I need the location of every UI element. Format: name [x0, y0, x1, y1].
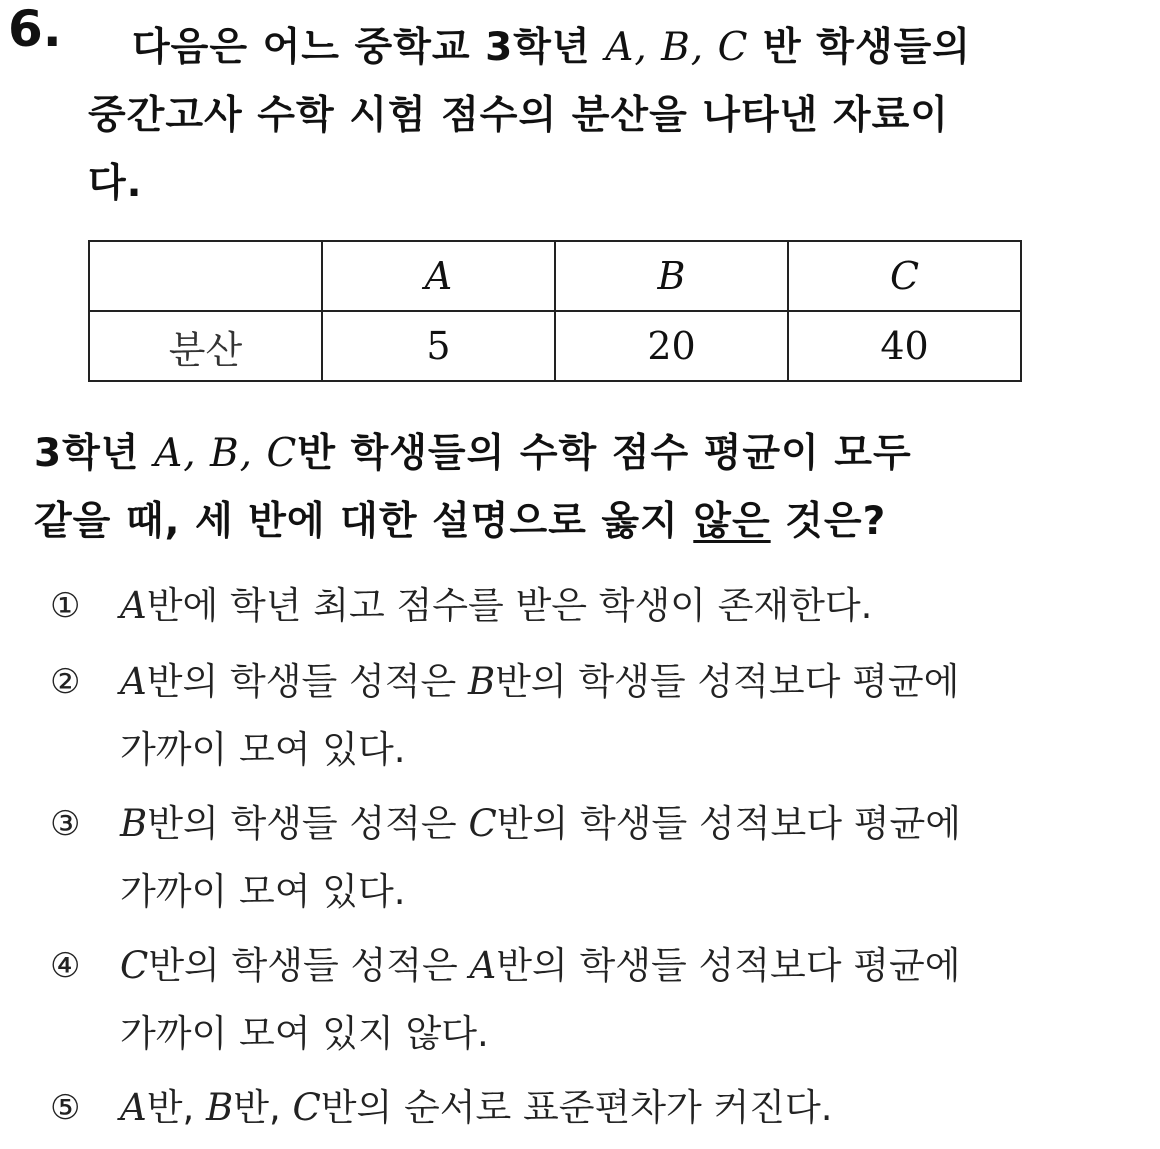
choice-text-part: 가까이 모여 있다.: [120, 870, 406, 913]
answer-choice-1[interactable]: [50, 572, 1120, 640]
answer-choice-3[interactable]: [50, 790, 1120, 926]
answer-choice-5[interactable]: [50, 1074, 1120, 1142]
choice-marker: ②: [50, 662, 81, 702]
choice-text: [120, 1074, 1120, 1142]
table-row: [89, 311, 1021, 381]
choice-text-part: 반,: [233, 1086, 293, 1129]
stem-line-1: [88, 14, 1118, 82]
condition-class-names: A, B, C: [154, 431, 298, 476]
choice-marker: ③: [50, 804, 81, 844]
class-name: A: [120, 1086, 147, 1129]
stem-text: 다음은 어느 중학교 3학년: [132, 25, 606, 70]
answer-choices: [50, 572, 1120, 1142]
answer-choice-2[interactable]: [50, 648, 1120, 784]
table-header-cell-b: B: [555, 241, 788, 311]
choice-text: [120, 572, 1120, 640]
class-name: B: [467, 660, 496, 703]
table-header-cell-empty: [89, 241, 322, 311]
choice-text-part: 가까이 모여 있다.: [120, 728, 406, 771]
class-name: A: [120, 584, 147, 627]
class-name: C: [292, 1086, 321, 1129]
condition-text: 것은?: [770, 499, 887, 544]
answer-choice-4[interactable]: [50, 932, 1120, 1068]
stem-line-2: 중간고사 수학 시험 점수의 분산을 나타낸 자료이: [88, 93, 949, 138]
choice-marker: ①: [50, 586, 81, 626]
condition-text: 같을 때, 세 반에 대한 설명으로 옳지: [34, 499, 694, 544]
class-name: C: [468, 802, 497, 845]
table-cell-a: 5: [322, 311, 555, 381]
table-header-cell-a: A: [322, 241, 555, 311]
choice-text-part: 반의 학생들 성적보다 평균에: [496, 944, 961, 987]
choice-marker: ⑤: [50, 1088, 81, 1128]
choice-text-part: 반,: [146, 1086, 206, 1129]
stem-line-3: 다.: [88, 161, 143, 206]
choice-text-part: 반의 순서로 표준편차가 커진다.: [320, 1086, 833, 1129]
choice-marker: ④: [50, 946, 81, 986]
class-name: A: [469, 944, 497, 987]
choice-text: [120, 790, 1120, 926]
choice-text-part: 반의 학생들 성적보다 평균에: [496, 802, 961, 845]
choice-text-part: 반의 학생들 성적보다 평균에: [495, 660, 960, 703]
class-name: A: [120, 660, 147, 703]
condition-line-2: [34, 488, 1124, 556]
choice-text: [120, 932, 1120, 1068]
table-header-row: [89, 241, 1021, 311]
table-header-cell-c: C: [788, 241, 1021, 311]
stem-class-names: A, B, C: [605, 25, 749, 70]
choice-text-part: 반의 학생들 성적은: [148, 944, 470, 987]
choice-text-part: 반의 학생들 성적은: [146, 660, 468, 703]
question-stem: [88, 14, 1118, 218]
condition-line-1: [34, 420, 1124, 488]
condition-underlined-word: 않은: [693, 499, 771, 544]
choice-text: [120, 648, 1120, 784]
question-number: 6.: [8, 0, 62, 58]
table-row-label: 분산: [89, 311, 322, 381]
choice-text-part: 반에 학년 최고 점수를 받은 학생이 존재한다.: [146, 584, 873, 627]
condition-text: 반 학생들의 수학 점수 평균이 모두: [297, 431, 912, 476]
variance-table: [88, 240, 1022, 382]
class-name: B: [120, 802, 148, 845]
class-name: B: [206, 1086, 234, 1129]
table-cell-c: 40: [788, 311, 1021, 381]
class-name: C: [120, 944, 149, 987]
condition-text: 3학년: [34, 431, 155, 476]
choice-text-part: 가까이 모여 있지 않다.: [120, 1012, 489, 1055]
question-condition: [34, 420, 1124, 556]
choice-text-part: 반의 학생들 성적은: [147, 802, 469, 845]
table-cell-b: 20: [555, 311, 788, 381]
stem-text: 반 학생들의: [748, 25, 971, 70]
